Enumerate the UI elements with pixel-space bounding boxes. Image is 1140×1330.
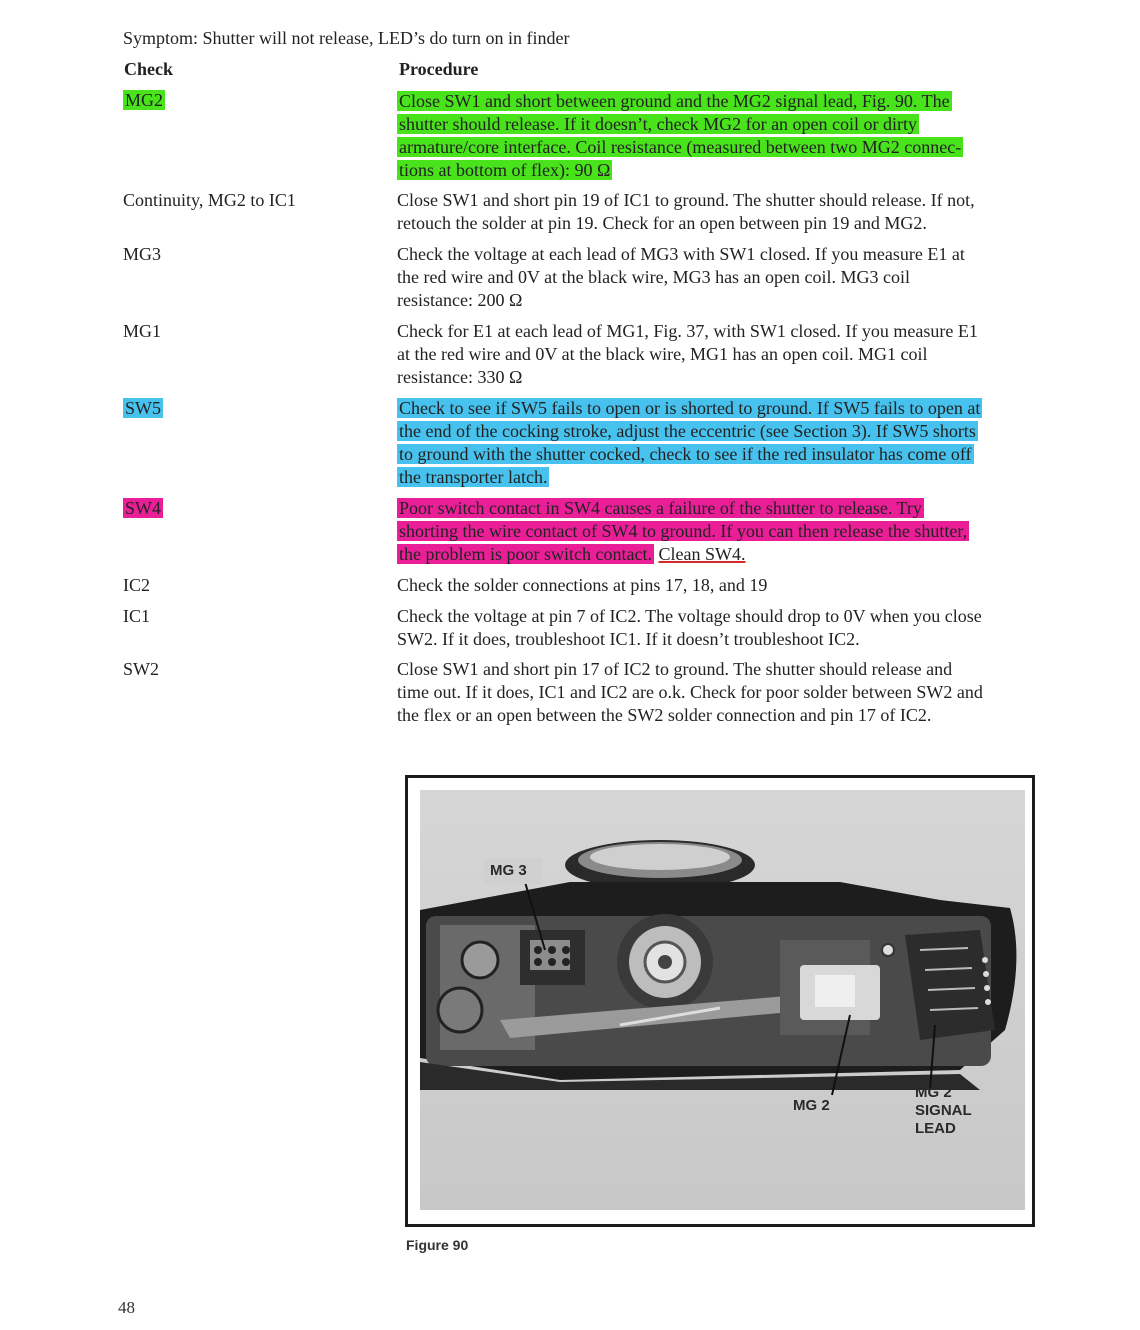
procedure-line: the flex or an open between the SW2 solder connection and pin 17 of IC2. — [397, 705, 932, 725]
procedure-line: resistance: 200 Ω — [397, 290, 523, 310]
procedure-mg3 — [397, 243, 1039, 312]
procedure-line: shutter should release. If it doesn’t, check MG2 for an open coil or dirty — [399, 114, 918, 134]
camera-photo — [420, 790, 1025, 1210]
check-continuity-mg2-ic1: Continuity, MG2 to IC1 — [123, 190, 296, 210]
procedure-line: shorting the wire contact of SW4 to ground. If you can then release the shutter, — [399, 521, 968, 541]
procedure-line: Close SW1 and short between ground and the MG2 signal lead, Fig. 90. The — [399, 91, 950, 111]
check-mg2 — [123, 89, 165, 112]
figure-label-mg2-signal-lead — [915, 1084, 972, 1138]
procedure-line: resistance: 330 Ω — [397, 367, 523, 387]
check-column-header: Check — [124, 59, 173, 79]
check-label: SW5 — [125, 398, 161, 418]
procedure-mg1 — [397, 320, 1039, 389]
check-label: SW4 — [125, 498, 161, 518]
check-sw4 — [123, 497, 163, 520]
procedure-line: to ground with the shutter cocked, check to see if the red insulator has come off — [399, 444, 972, 464]
check-mg3: MG3 — [123, 244, 162, 264]
clean-sw4-text: Clean SW4. — [658, 544, 746, 564]
procedure-line: the problem is poor switch contact. — [399, 544, 652, 564]
procedure-line: at the red wire and 0V at the black wire, MG1 has an open coil. MG1 coil — [397, 344, 928, 364]
procedure-sw2 — [397, 658, 1039, 727]
figure-caption: Figure 90 — [406, 1237, 469, 1253]
check-sw2: SW2 — [123, 659, 159, 679]
procedure-line: Close SW1 and short pin 19 of IC1 to ground. The shutter should release. If not, — [397, 190, 975, 210]
procedure-line: the end of the cocking stroke, adjust the eccentric (see Section 3). If SW5 shorts — [399, 421, 976, 441]
procedure-line: Poor switch contact in SW4 causes a failure of the shutter to release. Try — [399, 498, 922, 518]
procedure-sw4 — [397, 497, 1039, 566]
procedure-line: the transporter latch. — [399, 467, 548, 487]
procedure-line: Close SW1 and short pin 17 of IC2 to ground. The shutter should release and — [397, 659, 953, 679]
procedure-line: retouch the solder at pin 19. Check for an open between pin 19 and MG2. — [397, 213, 927, 233]
label-line: LEAD — [915, 1120, 956, 1137]
procedure-continuity — [397, 189, 1039, 235]
check-ic2: IC2 — [123, 575, 150, 595]
procedure-line: Check the solder connections at pins 17, 18, and 19 — [397, 575, 768, 595]
procedure-ic2 — [397, 574, 1039, 597]
procedure-line: Check the voltage at pin 7 of IC2. The voltage should drop to 0V when you close — [397, 606, 982, 626]
procedure-line: SW2. If it does, troubleshoot IC1. If it doesn’t troubleshoot IC2. — [397, 629, 860, 649]
procedure-mg2 — [397, 90, 1039, 182]
symptom-line: Symptom: Shutter will not release, LED’s do turn on in finder — [123, 28, 570, 48]
procedure-ic1 — [397, 605, 1039, 651]
procedure-sw5 — [397, 397, 1039, 489]
procedure-line: Check to see if SW5 fails to open or is shorted to ground. If SW5 fails to open at — [399, 398, 981, 418]
procedure-line: armature/core interface. Coil resistance (measured between two MG2 connec- — [399, 137, 962, 157]
check-sw5 — [123, 397, 163, 420]
procedure-line: Check the voltage at each lead of MG3 with SW1 closed. If you measure E1 at — [397, 244, 965, 264]
procedure-line: time out. If it does, IC1 and IC2 are o.k. Check for poor solder between SW2 and — [397, 682, 983, 702]
page-number: 48 — [118, 1298, 135, 1317]
figure-label-mg2: MG 2 — [793, 1097, 830, 1114]
procedure-column-header: Procedure — [399, 59, 479, 79]
check-label: MG2 — [125, 90, 164, 110]
procedure-line: Check for E1 at each lead of MG1, Fig. 37, with SW1 closed. If you measure E1 — [397, 321, 978, 341]
label-line: SIGNAL — [915, 1102, 972, 1119]
check-ic1: IC1 — [123, 606, 150, 626]
procedure-line: the red wire and 0V at the black wire, MG3 has an open coil. MG3 coil — [397, 267, 911, 287]
figure-label-mg3: MG 3 — [490, 862, 527, 879]
procedure-line: tions at bottom of flex): 90 Ω — [399, 160, 611, 180]
check-mg1: MG1 — [123, 321, 162, 341]
label-line: MG 2 — [915, 1084, 952, 1101]
